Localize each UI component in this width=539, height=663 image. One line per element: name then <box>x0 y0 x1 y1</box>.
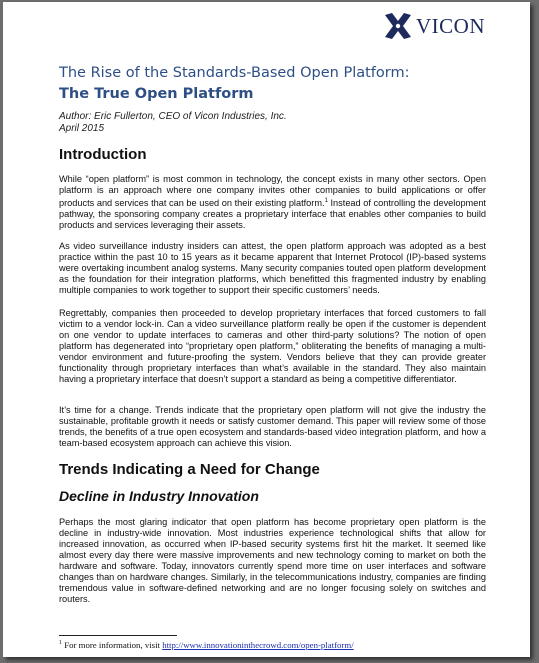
intro-p1-part-b: Instead of controlling the development pathway, the sponsoring company creates a proprietary interface that enables other companies to build products and services leveraging their assets. <box>59 198 486 231</box>
footnote-link[interactable]: http://www.innovationinthecrowd.com/open-platform/ <box>162 640 354 650</box>
date-line: April 2015 <box>59 123 105 134</box>
footnote <box>59 640 354 650</box>
vicon-logo-icon <box>383 11 413 41</box>
innovation-subheading: Decline in Industry Innovation <box>59 488 259 504</box>
document-page <box>3 2 530 657</box>
footnote-ref: 1 <box>324 198 328 204</box>
footnote-text: For more information, visit <box>62 640 163 650</box>
intro-paragraph-2: As video surveillance industry insiders can attest, the open platform approach was adopted as a best practice within the past 10 to 15 years as it became apparent that Internet Protocol (IP)-based systems were overtaking incumbent analog systems. Many security companies touted open platform development as the foundation for their integration platforms, which benefitted this fragmented industry by enabling multiple companies to work together to support their specific customers’ needs. <box>59 241 486 295</box>
author-line: Author: Eric Fullerton, CEO of Vicon Industries, Inc. <box>59 111 287 122</box>
intro-paragraph-3: Regrettably, companies then proceeded to develop proprietary interfaces that forced customers to fall victim to a vendor lock-in. Can a video surveillance platform really be open if the customer is dependent on one vendor to update interfaces to cameras and other third-party solutions? The notion of open platform has degenerated into “proprietary open platform,” obliterating the benefits of managing a multi-vendor environment and future-proofing the system. Vendors believe that they can provide greater functionality through proprietary interfaces than what’s available in the standard. They also maintain having a proprietary interface that doesn’t support a standard as being a competitive differentiator. <box>59 308 486 384</box>
intro-paragraph-1 <box>59 174 486 231</box>
vicon-logo <box>383 11 485 41</box>
author-block <box>59 111 287 135</box>
footnote-divider <box>59 635 177 636</box>
intro-p1-part-a: While “open platform” is most common in technology, the concept exists in many other sectors. Open platform is an approach where one company invites other companies to build applications or offer products and services that can be used on their existing platform. <box>59 174 486 209</box>
trends-heading: Trends Indicating a Need for Change <box>59 461 320 478</box>
trends-paragraph-1: Perhaps the most glaring indicator that open platform has become proprietary open platform is the decline in industry-wide innovation. Most industries experience technological shifts that allow for increased innovation, as occurred when IP-based security systems first hit the market. It seemed like almost every day there were massive improvements and new technology coming to market on both the hardware and software. Today, innovators currently spend more time on user interfaces and software changes than on hardware changes. Similarly, in the telecommunications industry, companies are finding tremendous value in software-defined networking and are no longer focusing solely on switches and routers. <box>59 517 486 604</box>
introduction-heading: Introduction <box>59 146 147 163</box>
document-title: The Rise of the Standards-Based Open Platform: <box>59 65 410 81</box>
intro-paragraph-4: It’s time for a change. Trends indicate that the proprietary open platform will not give the industry the sustainable, profitable growth it needs or satisfy customer demand. This paper will review some of those trends, the benefits of a true open ecosystem and standards-based video integration platform, and how a team-based ecosystem approach can achieve this vision. <box>59 405 486 448</box>
document-subtitle: The True Open Platform <box>59 86 254 102</box>
vicon-logo-text: VICON <box>416 13 485 38</box>
footnote-mark: 1 <box>59 640 62 647</box>
